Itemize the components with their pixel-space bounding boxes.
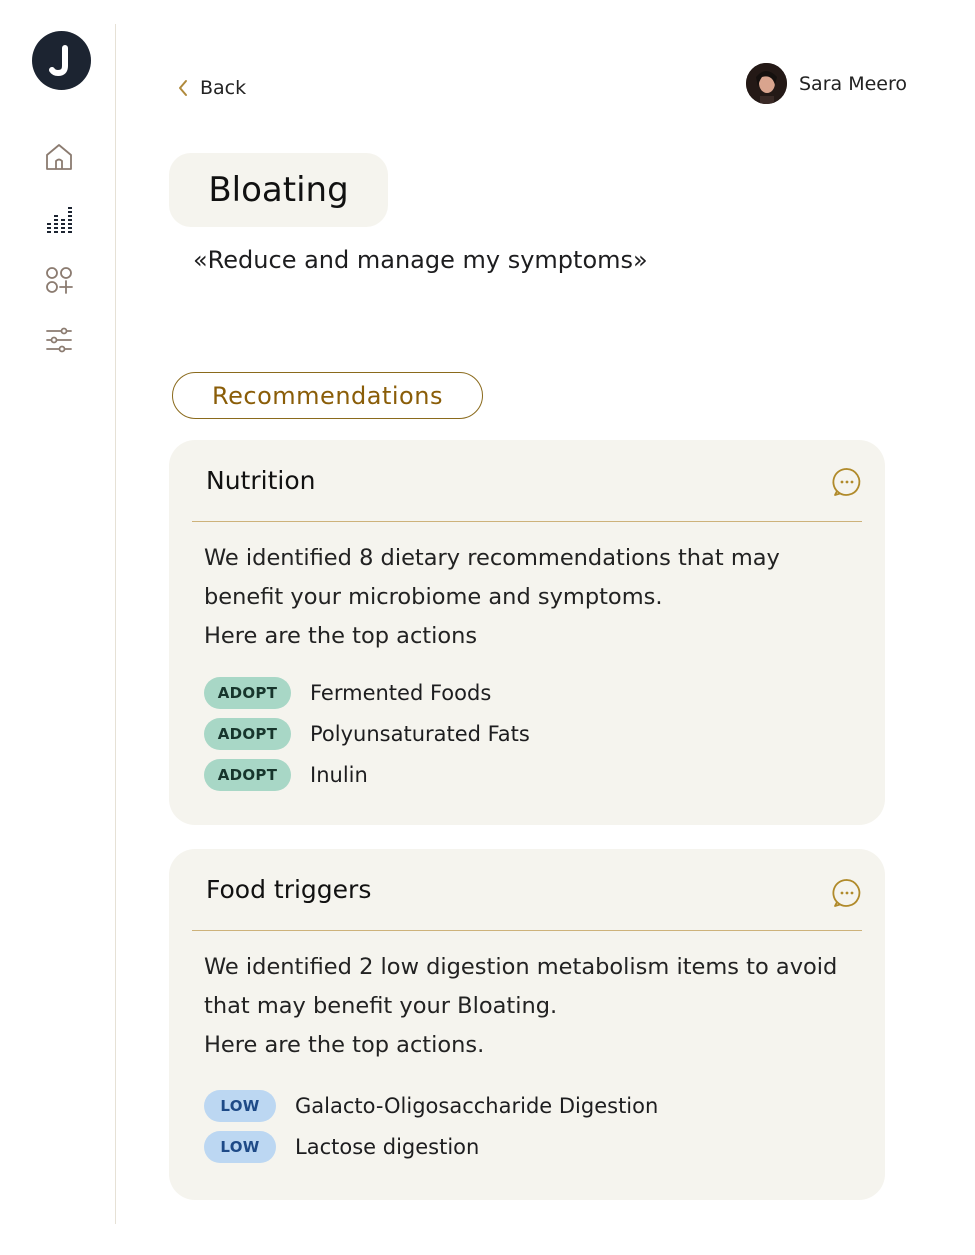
low-badge: LOW: [204, 1090, 276, 1122]
sidebar: [0, 0, 116, 1225]
list-item[interactable]: [204, 1131, 479, 1163]
list-item[interactable]: [204, 677, 491, 709]
item-label: Inulin: [310, 763, 368, 787]
description-line: benefit your microbiome and symptoms.: [204, 584, 663, 610]
logo-mark-icon: [32, 31, 91, 90]
card-description: [204, 539, 780, 656]
tab-recommendations[interactable]: [172, 372, 483, 419]
card-divider: [192, 930, 862, 931]
bar-chart-icon: [44, 204, 74, 234]
user-name: Sara Meero: [799, 72, 907, 95]
description-line: We identified 2 low digestion metabolism items to avoid: [204, 954, 838, 980]
item-label: Fermented Foods: [310, 681, 492, 705]
sliders-icon: [44, 325, 74, 355]
tab-recommendations-label: Recommendations: [212, 381, 443, 410]
sidebar-divider: [115, 24, 116, 1224]
low-badge: LOW: [204, 1131, 276, 1163]
home-icon: [44, 142, 74, 172]
adopt-badge: ADOPT: [204, 677, 291, 709]
add-apps-icon: [44, 265, 74, 295]
description-line: We identified 8 dietary recommendations that may: [204, 545, 780, 571]
adopt-badge: ADOPT: [204, 718, 291, 750]
adopt-badge: ADOPT: [204, 759, 291, 791]
description-line: that may benefit your Bloating.: [204, 993, 558, 1019]
chevron-left-icon: [176, 79, 190, 97]
back-button[interactable]: [176, 74, 246, 102]
card-title: Food triggers: [206, 875, 372, 904]
list-item[interactable]: [204, 759, 368, 791]
item-label: Polyunsaturated Fats: [310, 722, 530, 746]
goal-text: «Reduce and manage my symptoms»: [193, 246, 648, 274]
user-photo-icon: [746, 63, 787, 104]
page-title-text: Bloating: [208, 170, 349, 210]
item-label: Lactose digestion: [295, 1135, 480, 1159]
avatar[interactable]: [746, 63, 787, 104]
sidebar-item-settings[interactable]: [44, 325, 74, 355]
list-item[interactable]: [204, 718, 530, 750]
chat-icon[interactable]: [831, 466, 863, 498]
app-logo[interactable]: [32, 31, 91, 90]
user-profile[interactable]: [746, 63, 907, 104]
card-title: Nutrition: [206, 466, 316, 495]
list-item[interactable]: [204, 1090, 658, 1122]
card-description: [204, 948, 837, 1065]
card-divider: [192, 521, 862, 522]
nutrition-card: [169, 440, 885, 825]
sidebar-item-data[interactable]: [44, 204, 74, 234]
description-line: Here are the top actions: [204, 623, 478, 649]
chat-icon[interactable]: [831, 877, 863, 909]
sidebar-item-apps[interactable]: [44, 265, 74, 295]
item-label: Galacto-Oligosaccharide Digestion: [295, 1094, 659, 1118]
description-line: Here are the top actions.: [204, 1032, 485, 1058]
sidebar-item-home[interactable]: [44, 142, 74, 172]
food-triggers-card: [169, 849, 885, 1200]
page-title: [169, 153, 388, 227]
back-label: Back: [200, 77, 247, 99]
